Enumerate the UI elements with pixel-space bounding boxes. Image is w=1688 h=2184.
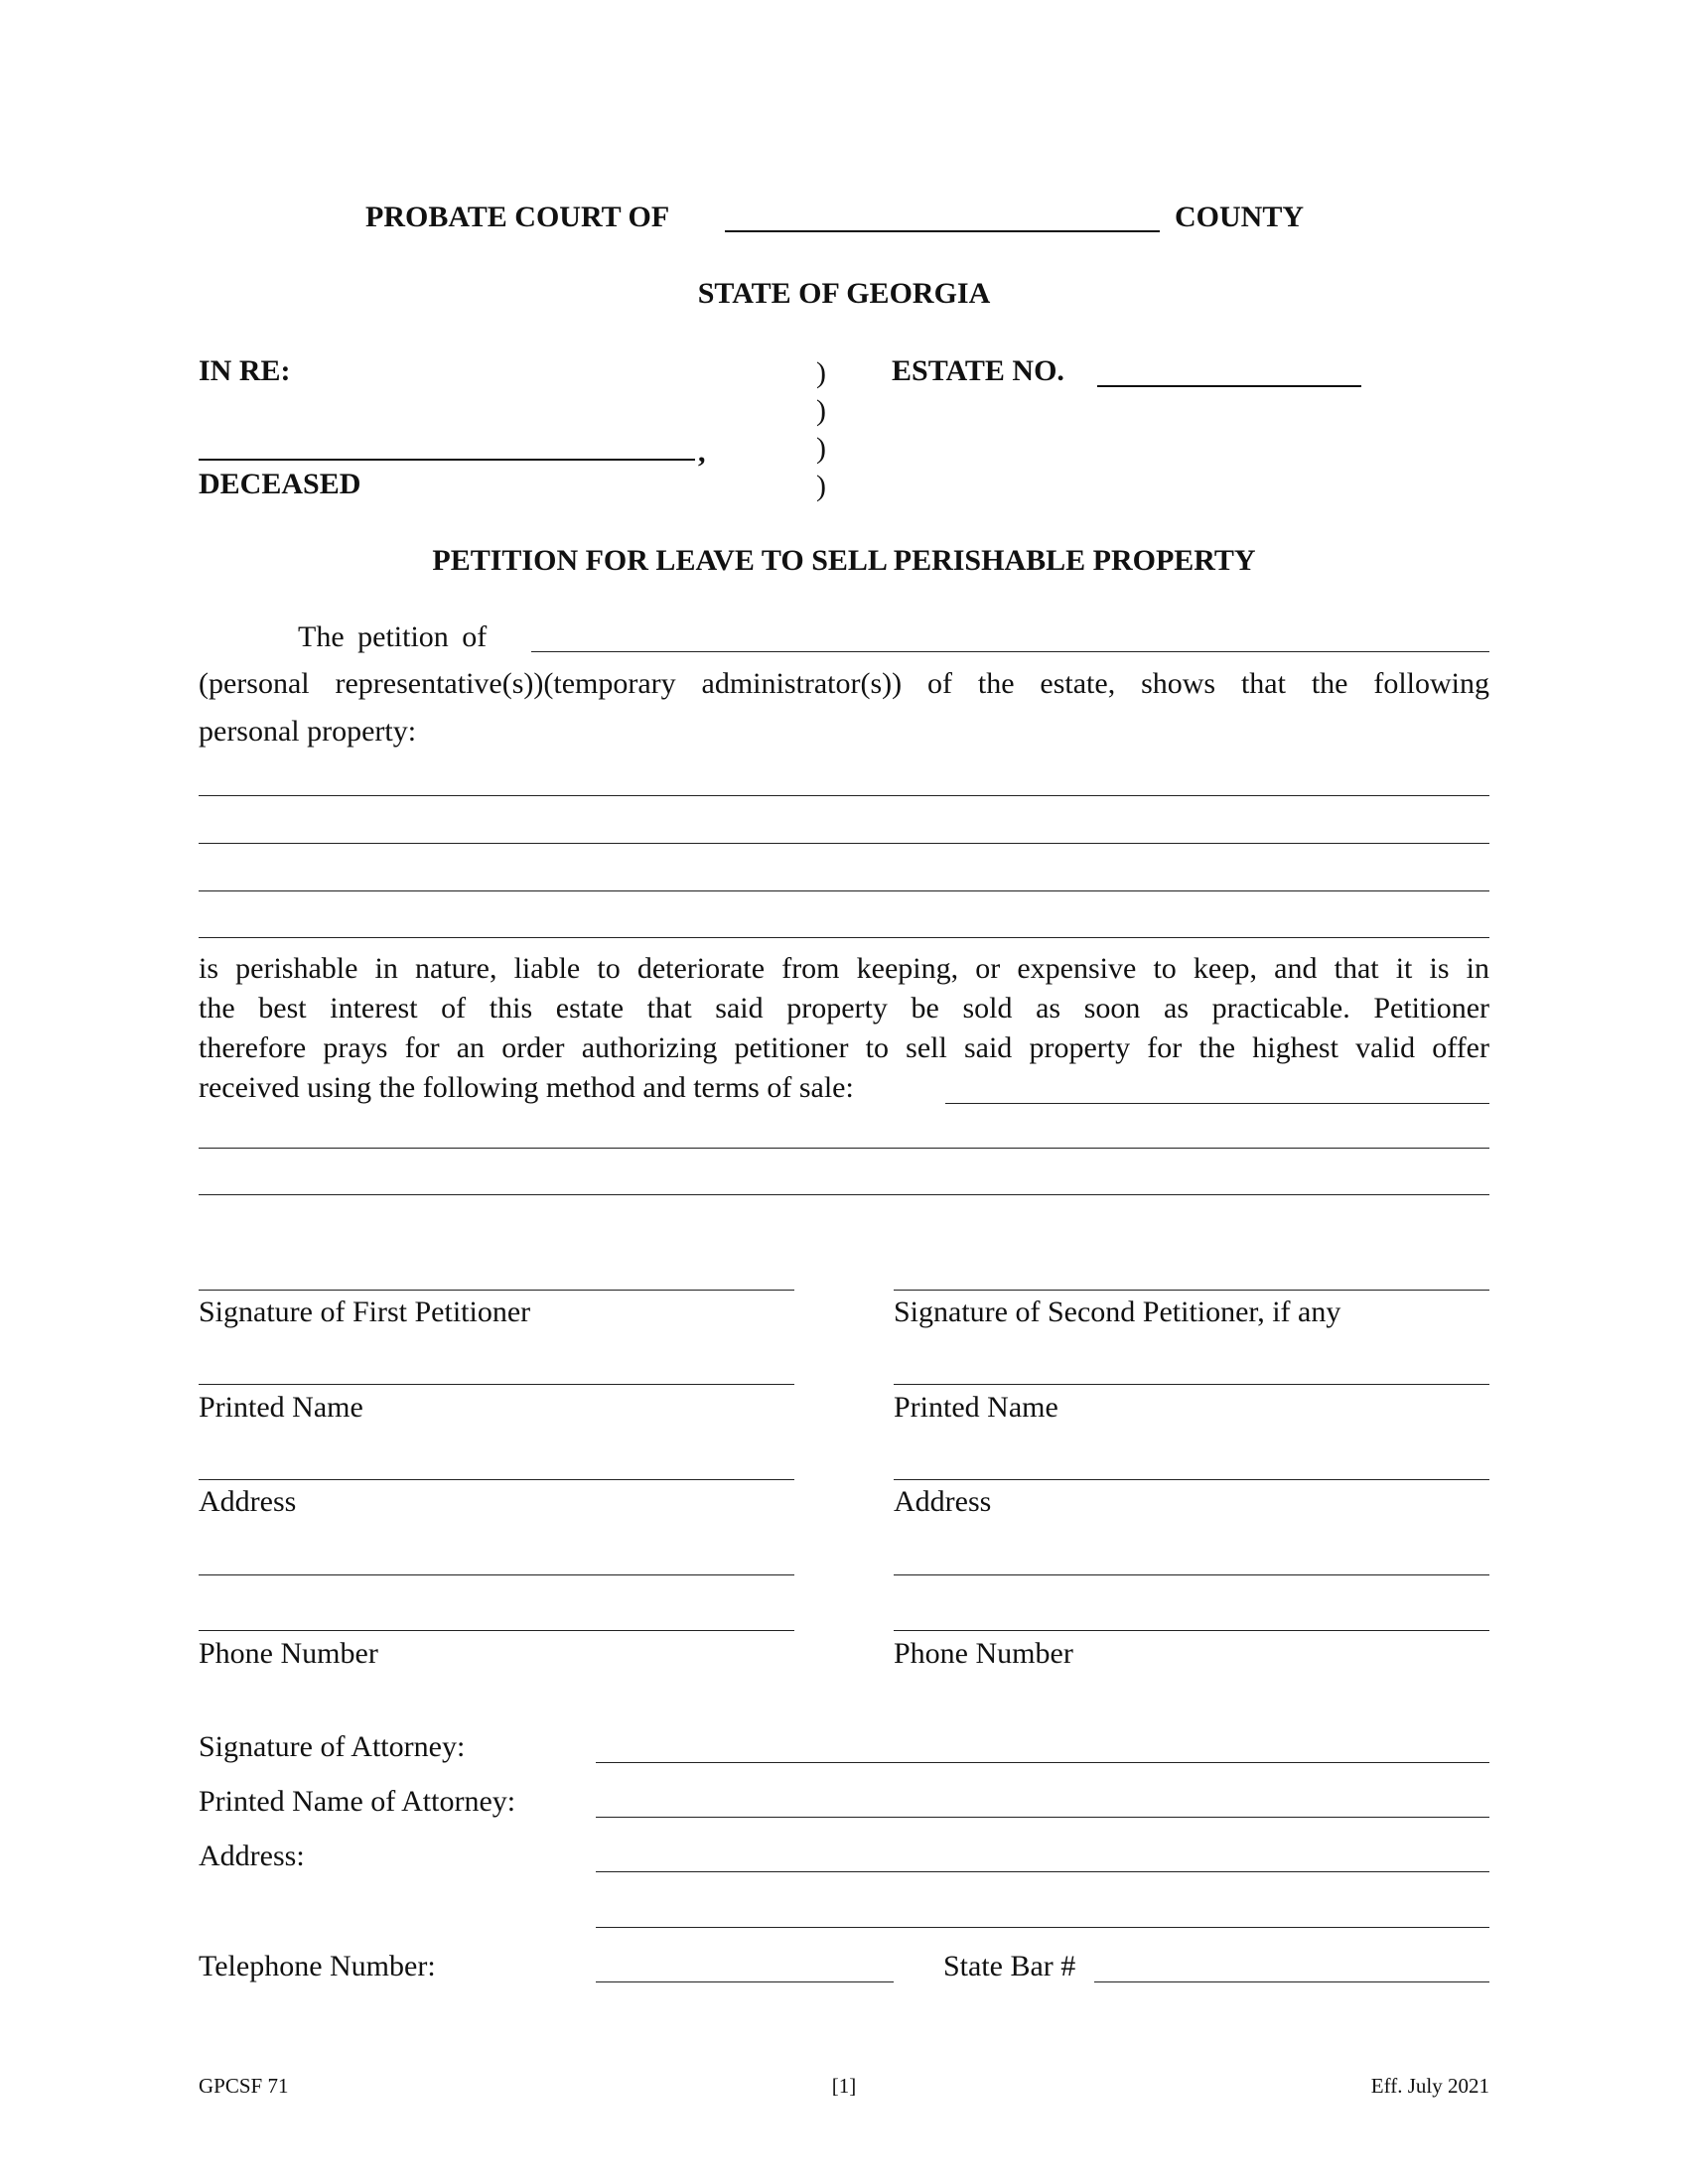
second-phone-label: Phone Number [894,1637,1073,1670]
body-line: personal property: [199,715,417,748]
estate-no-field[interactable] [1097,385,1361,387]
second-signature-label: Signature of Second Petitioner, if any [894,1296,1341,1328]
estate-no-label: ESTATE NO. [892,354,1064,387]
caption-paren: ) [816,356,826,389]
body-paragraph-line: received using the following method and terms of sale: [199,1071,854,1104]
second-petitioner-signature-field[interactable] [894,1290,1489,1291]
attorney-address-label: Address: [199,1840,305,1872]
attorney-printed-name-label: Printed Name of Attorney: [199,1785,516,1818]
first-phone-field[interactable] [199,1630,794,1631]
form-id: GPCSF 71 [199,2074,289,2098]
attorney-address-field[interactable] [596,1871,1489,1872]
effective-date: Eff. July 2021 [1370,2074,1489,2098]
body-paragraph-line: the best interest of this estate that said property be sold as soon as practicable. Petitioner [199,992,1489,1024]
first-phone-label: Phone Number [199,1637,378,1670]
sale-terms-line[interactable] [945,1103,1489,1104]
second-address-line-2[interactable] [894,1574,1489,1575]
county-name-field[interactable] [725,230,1160,232]
attorney-signature-label: Signature of Attorney: [199,1730,466,1763]
caption-paren: ) [816,470,826,502]
state-bar-label: State Bar # [943,1950,1076,1982]
petition-of-text: The petition of [298,620,488,653]
in-re-label: IN RE: [199,354,291,387]
caption-paren: ) [816,394,826,427]
first-address-line-2[interactable] [199,1574,794,1575]
body-line: (personal representative(s))(temporary administrator(s)) of the estate, shows that the following [199,667,1489,700]
second-printed-name-field[interactable] [894,1384,1489,1385]
caption-comma: , [698,436,706,469]
deceased-label: DECEASED [199,468,361,500]
second-address-label: Address [894,1485,992,1518]
property-description-line[interactable] [199,937,1489,938]
first-address-label: Address [199,1485,297,1518]
first-signature-label: Signature of First Petitioner [199,1296,531,1328]
attorney-address-line-2[interactable] [596,1927,1489,1928]
state-bar-field[interactable] [1094,1981,1489,1982]
sale-terms-line[interactable] [199,1194,1489,1195]
caption-paren: ) [816,432,826,465]
first-address-field[interactable] [199,1479,794,1480]
first-printed-name-label: Printed Name [199,1391,363,1424]
property-description-line[interactable] [199,795,1489,796]
second-address-field[interactable] [894,1479,1489,1480]
court-prefix: PROBATE COURT OF [365,201,670,233]
property-description-line[interactable] [199,843,1489,844]
petitioner-name-field[interactable] [531,651,1489,652]
attorney-signature-field[interactable] [596,1762,1489,1763]
form-title: PETITION FOR LEAVE TO SELL PERISHABLE PROPERTY [432,544,1256,577]
first-printed-name-field[interactable] [199,1384,794,1385]
body-paragraph-line: therefore prays for an order authorizing petitioner to sell said property for the highest valid offer [199,1031,1489,1064]
second-printed-name-label: Printed Name [894,1391,1058,1424]
decedent-name-field[interactable] [199,459,695,461]
attorney-telephone-field[interactable] [596,1981,894,1982]
second-phone-field[interactable] [894,1630,1489,1631]
court-suffix: COUNTY [1175,201,1305,233]
body-paragraph-line: is perishable in nature, liable to deteriorate from keeping, or expensive to keep, and that it is in [199,952,1489,985]
attorney-printed-name-field[interactable] [596,1817,1489,1818]
property-description-line[interactable] [199,890,1489,891]
sale-terms-line[interactable] [199,1148,1489,1149]
attorney-telephone-label: Telephone Number: [199,1950,436,1982]
first-petitioner-signature-field[interactable] [199,1290,794,1291]
page-number: [1] [831,2074,857,2098]
state-heading: STATE OF GEORGIA [697,277,991,310]
